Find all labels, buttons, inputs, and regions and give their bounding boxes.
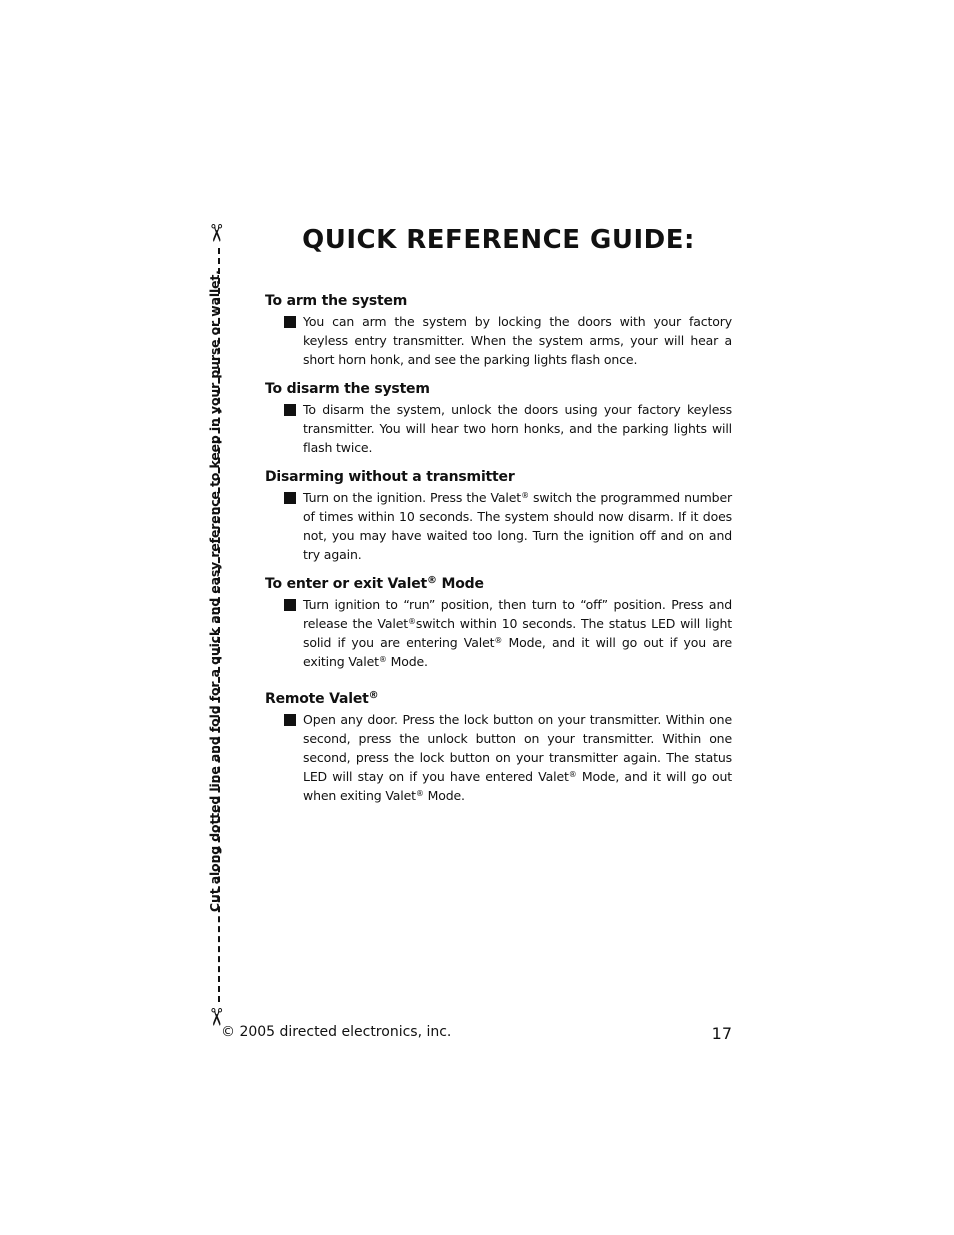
section-disarm-without-transmitter	[265, 466, 732, 564]
list-item	[265, 710, 732, 805]
section-body: To disarm the system, unlock the doors using your factory keyless transmitter. You will hear two horn honks, and the parking lights will flash twice.	[303, 402, 732, 455]
scissors-icon: ✂	[202, 222, 231, 244]
list-item	[265, 595, 732, 671]
section-heading: To disarm the system	[265, 381, 430, 397]
bullet-square-icon	[284, 492, 296, 504]
section-heading: To arm the system	[265, 293, 408, 309]
scissors-icon: ✂	[202, 1006, 231, 1028]
registered-mark: ®	[368, 690, 379, 701]
cut-instruction: Cut along dotted line and fold for a quick and easy reference to keep in your purse or wallet.	[207, 270, 222, 912]
section-disarm	[265, 378, 732, 457]
section-valet-mode	[265, 573, 732, 671]
registered-mark: ®	[521, 491, 529, 500]
page-number: 17	[711, 1024, 732, 1043]
bullet-square-icon	[284, 714, 296, 726]
section-body: Turn on the ignition. Press the Valet® switch the programmed number of times within 10 seconds. The system should now disarm. If it does not, you may have waited too long. Turn the ignition off and on and try again.	[303, 490, 732, 562]
registered-mark: ®	[427, 575, 437, 586]
registered-mark: ®	[407, 617, 416, 626]
section-body: Open any door. Press the lock button on your transmitter. Within one second, press the unlock button on your transmitter. Within one second, press the lock button on your transmitter again. The status LED will stay on if you have entered Valet® Mode, and it will go out when exiting Valet® Mode.	[303, 712, 732, 803]
reference-content	[265, 290, 732, 805]
registered-mark: ®	[415, 789, 424, 798]
section-heading: To enter or exit Valet® Mode	[265, 575, 484, 592]
copyright-notice: © 2005 directed electronics, inc.	[221, 1024, 452, 1040]
registered-mark: ®	[568, 770, 577, 779]
registered-mark: ®	[378, 655, 387, 664]
list-item	[265, 400, 732, 457]
bullet-square-icon	[284, 316, 296, 328]
section-heading: Disarming without a transmitter	[265, 469, 515, 485]
list-item	[265, 312, 732, 369]
list-item	[265, 488, 732, 564]
section-arm	[265, 290, 732, 369]
registered-mark: ®	[494, 636, 503, 645]
section-remote-valet	[265, 688, 732, 805]
section-body: You can arm the system by locking the doors with your factory keyless entry transmitter. When the system arms, your will hear a short horn honk, and see the parking lights flash once.	[303, 314, 732, 367]
bullet-square-icon	[284, 599, 296, 611]
bullet-square-icon	[284, 404, 296, 416]
section-heading: Remote Valet®	[265, 690, 379, 707]
page-title: QUICK REFERENCE GUIDE:	[302, 225, 695, 255]
section-body: Turn ignition to “run” position, then turn to “off” position. Press and release the Valet®switch within 10 seconds. The status LED will light solid if you are entering Valet® Mode, and it will go out if you are exiting Valet® Mode.	[303, 597, 733, 669]
